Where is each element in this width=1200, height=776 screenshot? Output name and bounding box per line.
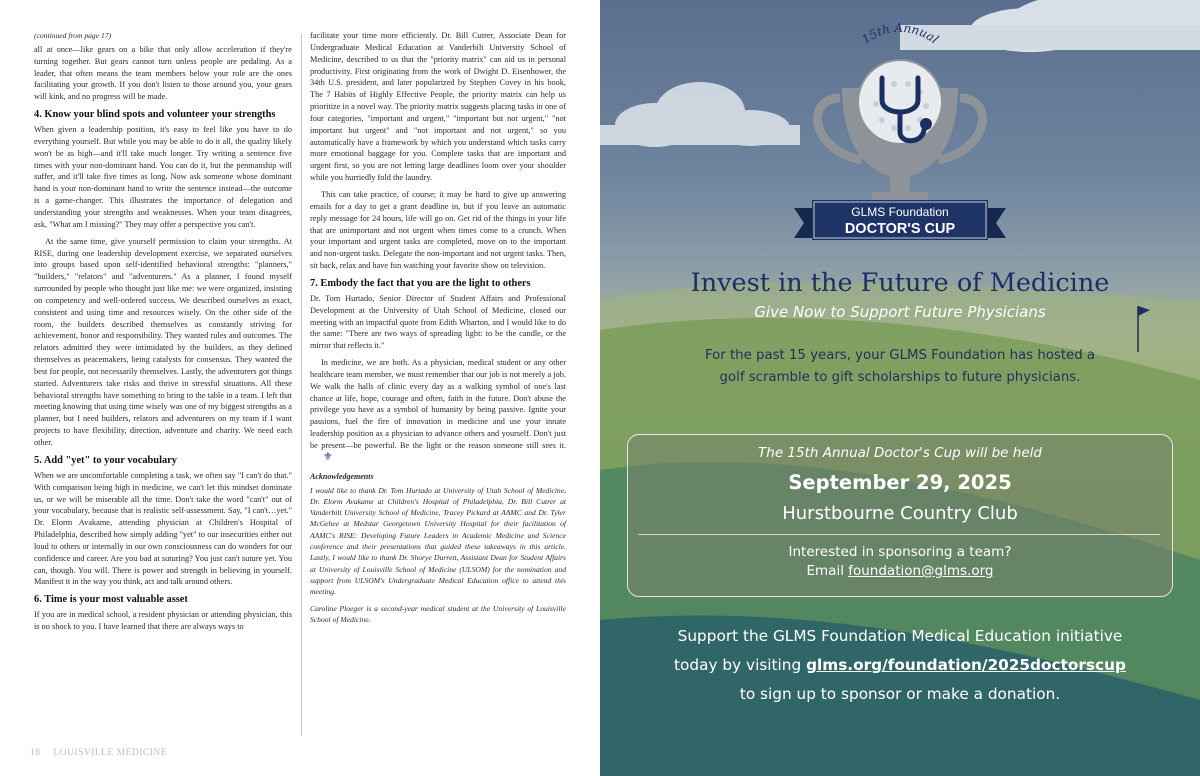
paragraph: This can take practice, of course; it may be hard to give up answering emails for a day to get a grant deadline in, but if you leave an automatic reply message for 24 hours, life will go on. Get rid of the things in your life that are unimportant and not urgent when times come to a crunch. When your important and urgent tasks are completed, move on to the important and non-urgent tasks. Delegate the non-important and not urgent tasks. Then, sit back, relax and have fun watching your favorite show on television. <box>310 189 566 271</box>
paragraph: At the same time, give yourself permission to claim your strengths. At RISE, during one leadership development exercise, we separated ourselves into groups based upon self-identified behavioral strengths: "planners," "builders," "relators" and "adventurers." As a planner, I found myself surrounded by people who thought just like me: we were organized, insisting on competency and well-ordered success. We described ourselves as exact, consistent and using time and resources wisely. On the other side of the room, the builders described themselves as constantly striving for achievement, honor and responsibility. They wanted rules and outcomes. The relators admitted they were intimidated by the builders, as they defined themselves as peacemakers, being catalysts for consensus. They wanted the best for people, not necessarily themselves. Lastly, the adventurers got things started. Adventurers take risks and thrive in stressful situations. All these behavioral strengths have something to bring to the table in a team. I left that meeting knowing that using time wisely was one of my biggest strengths as a planner, but I need builders, relators and adventurers on my team if I want projects to have flexibility, direction, adventure and charity. We need each other. <box>34 236 292 447</box>
publication-title: LOUISVILLE MEDICINE <box>53 748 168 758</box>
email-line <box>628 563 1172 579</box>
paragraph-text: In medicine, we are both. As a physician, medical student or any other healthcare team member, we must remember that our job is not merely a job. We walk the halls of clinic every day as a walking symbol of one's last chance at life, hope, courage and often, faith in the future. Don't abuse the privilege you have as a symbol of humanity by being passive. Ignite your passions, fuel the fire of innovation in medicine and use your innate leadership position as a physician to advance others and yourself. Don't just be present—be powerful. Be the light or the reason someone still sees it. <box>310 358 566 450</box>
page-folio <box>30 748 177 758</box>
logo-arc-text: 15th Annual <box>859 20 942 47</box>
author-bio: Caroline Ploeger is a second-year medical student at the University of Louisville School of Medicine. <box>310 603 566 624</box>
email-link[interactable]: foundation@glms.org <box>848 563 994 579</box>
article-column-1 <box>34 30 292 638</box>
sponsor-question: Interested in sponsoring a team? <box>788 544 1012 560</box>
support-line-2 <box>630 651 1170 680</box>
paragraph <box>310 357 566 464</box>
event-details-box <box>627 434 1173 597</box>
section-heading-4: 4. Know your blind spots and volunteer your strengths <box>34 109 276 121</box>
paragraph: When we are uncomfortable completing a task, we often say "I can't do that." With comparison being high in medicine, we can't let this mindset dominate us, or we will be miserable all the time. Don't take the word "can't" out of your vocabulary, because that is realistic self-assessment. Say, "I can't…yet." Dr. Elorm Avakame, attending physician at Children's Hospital of Philadelphia, described how simply adding "yet" to our insecurities either out loud to others or internally in our own consciousness can do wonders for our confidence and career. Are you bad at suturing? You just can't suture yet. You can, though. You will. There is power and strength in believing in yourself. Manifest it in the way you think, act and talk around others. <box>34 470 292 587</box>
stethoscope-chest-piece <box>920 118 932 130</box>
event-venue: Hurstbourne Country Club <box>782 503 1018 524</box>
box-divider <box>638 534 1160 535</box>
paragraph: all at once—like gears on a bike that only allow acceleration if they're turning together. But gears cannot turn unless people are pedaling. As a leader, that often means the team members below your role are the ones facilitating your growth. If you don't listen to those around you, your gears will kink, and no progress will be made. <box>34 44 292 102</box>
ad-headline: Invest in the Future of Medicine <box>690 268 1110 298</box>
doctors-cup-logo <box>790 20 1010 245</box>
section-heading-7: 7. Embody the fact that you are the light to others <box>310 277 531 289</box>
support-line-2-lead: today by visiting <box>674 656 807 674</box>
ad-subhead: Give Now to Support Future Physicians <box>754 303 1046 321</box>
paragraph: If you are in medical school, a resident physician or attending physician, this is no shock to you. I have learned that there are always ways to <box>34 610 292 632</box>
acknowledgements-text: I would like to thank Dr. Tom Hurtado at University of Utah School of Medicine, Dr. Elorm Avakame at Children's Hospital of Philadelphia, Dr. Bill Cutrer at Vanderbilt University School of Medicine, Tracey Pickard at AAMC and Dr. Tyler McGehee at Medstar Georgetown University Hospital for their facilitation of AAMC's RISE: Developing Future Leaders in Academic Medicine and Science conference and their presentations that guided these takeaways in this article. Lastly, I would like to thank Dr. Shorye Durrett, Assistant Dean for Student Affairs at University of Louisville School of Medicine (ULSOM) for the nomination and support from ULSOM's Undergraduate Medical Education office to attend this meeting. <box>310 485 566 597</box>
column-divider <box>301 34 302 736</box>
article-column-2 <box>310 30 566 630</box>
continued-note: (continued from page 17) <box>34 31 112 40</box>
fleur-de-lis-icon: ⚜ <box>323 450 333 463</box>
ad-body: For the past 15 years, your GLMS Foundation has hosted a golf scramble to gift scholarships to future physicians. <box>704 348 1096 385</box>
support-line-3: to sign up to sponsor or make a donation. <box>739 685 1061 703</box>
paragraph: facilitate your time more efficiently. Dr. Bill Cutrer, Associate Dean for Undergraduate Medical Education at Vanderbilt University School of Medicine, described to us that the "priority matrix" can aid us in personal productivity. First originating from the work of Dwight D. Eisenhower, the 34th U.S. president, and later popularized by Stephen Covey in his book, The 7 Habits of Highly Effective People, the priority matrix can help us prioritize in a novel way. The priority matrix suggests placing tasks in one of four categories, "important and urgent," "important but not urgent," "not important but urgent" and "not important and not urgent," so you automatically have a framework by which you understand which tasks carry more emotional baggage for you. Complete tasks that are important and urgent first, so you are not letting large deadlines loom over your shoulder while you hurriedly fold the laundry. <box>310 31 566 183</box>
acknowledgements-heading: Acknowledgements <box>310 471 374 481</box>
section-heading-5: 5. Add "yet" to your vocabulary <box>34 454 177 466</box>
paragraph: Dr. Tom Hurtado, Senior Director of Student Affairs and Professional Development at the University of Utah School of Medicine, closed our meeting with an impactful quote from Edith Wharton, and I would like to do the same: "There are two ways of spreading light: to be the candle, or the mirror that reflects it." <box>310 293 566 351</box>
email-label: Email <box>806 563 849 579</box>
paragraph: When given a leadership position, it's easy to feel like you have to do everything yourself. But while you may be able to do it all, the quality likely won't be as high—and it'll take much longer. Try writing a sentence five times with your non-dominant hand. You can do it, but the penmanship will suffer, and it'll take five times as long. Now ask someone whose dominant hand is your non-dominant hand to write the sentence instead—the outcome is a game-changer. This illustrates the importance of delegation and understanding your strengths and weaknesses. When your team disagrees, ask, "What am I missing?" They may offer a perspective you can't. <box>34 125 292 229</box>
event-date: September 29, 2025 <box>788 471 1012 494</box>
support-url-link[interactable]: glms.org/foundation/2025doctorscup <box>806 656 1126 674</box>
page-number: 18 <box>30 748 41 758</box>
event-intro: The 15th Annual Doctor's Cup will be held <box>758 445 1042 461</box>
cloud-icon <box>600 82 800 147</box>
logo-banner-line2: DOCTOR'S CUP <box>844 221 956 237</box>
doctors-cup-ad <box>600 0 1200 776</box>
logo-banner-line1: GLMS Foundation <box>851 205 949 219</box>
section-heading-6: 6. Time is your most valuable asset <box>34 594 188 606</box>
trophy-stem <box>890 176 910 194</box>
support-line-1: Support the GLMS Foundation Medical Education initiative <box>677 627 1123 645</box>
support-text <box>630 622 1170 709</box>
